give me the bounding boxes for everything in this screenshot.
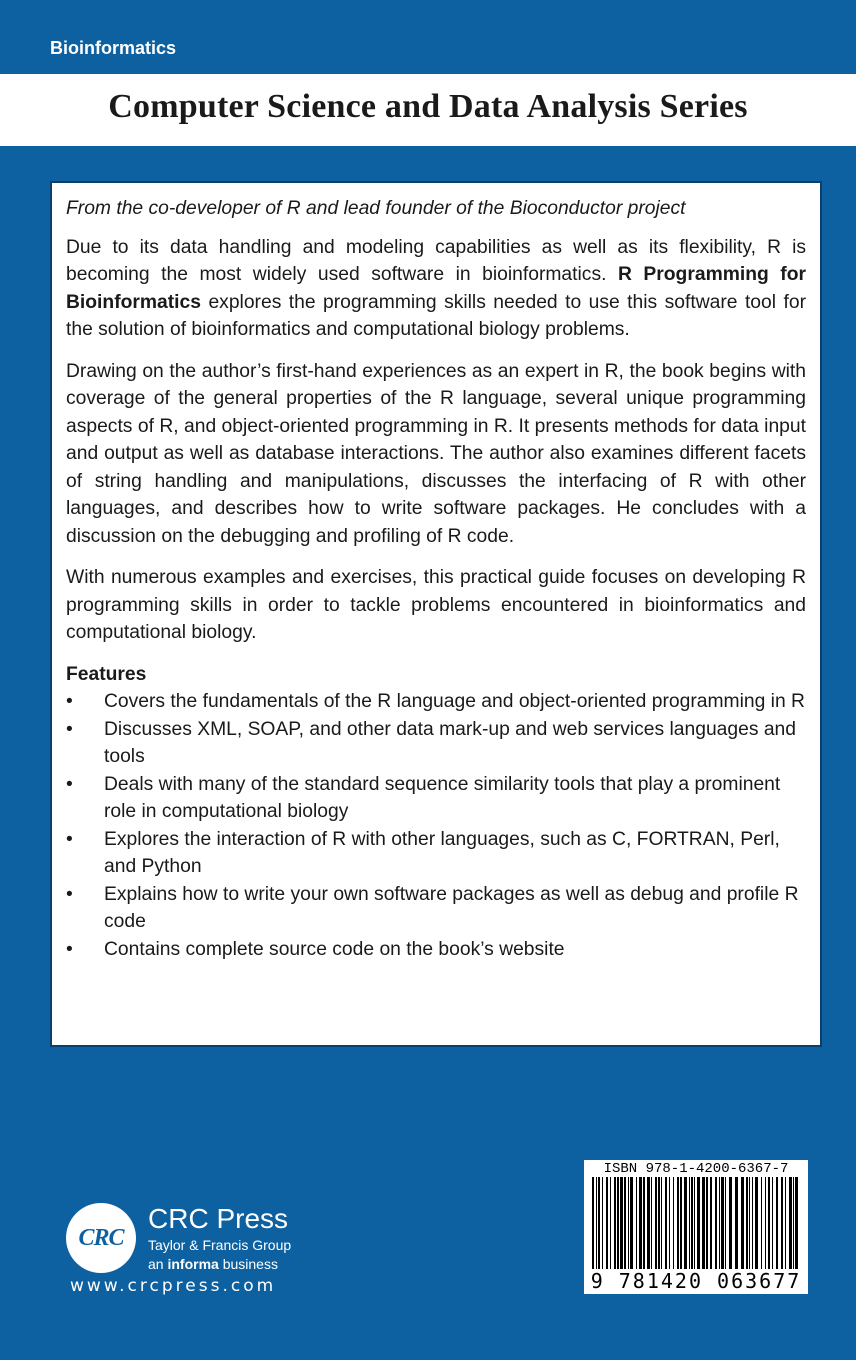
- publisher-name: CRC Press: [148, 1203, 289, 1234]
- barcode-bar: [691, 1177, 693, 1269]
- crc-logo-text: CRC: [78, 1224, 124, 1251]
- barcode-bar: [725, 1177, 726, 1269]
- publisher-url[interactable]: www.crcpress.com: [70, 1276, 277, 1296]
- bullet-icon: •: [66, 773, 73, 795]
- category-label: Bioinformatics: [50, 38, 177, 58]
- barcode-bar: [710, 1177, 712, 1269]
- barcode-bar: [680, 1177, 682, 1269]
- feature-item: [66, 881, 806, 936]
- barcode-bar: [630, 1177, 633, 1269]
- barcode-bar: [729, 1177, 732, 1269]
- feature-text: Covers the fundamentals of the R language and object-oriented programming in R: [104, 691, 805, 712]
- feature-text: Explains how to write your own software packages as well as debug and profile R code: [104, 883, 799, 932]
- barcode-bar: [719, 1177, 720, 1269]
- back-cover-blurb: [50, 181, 822, 1047]
- barcode-bar: [706, 1177, 708, 1269]
- tagline: From the co-developer of R and lead founder of the Bioconductor project: [66, 198, 686, 219]
- barcode-bar: [761, 1177, 762, 1269]
- barcode-bar: [741, 1177, 744, 1269]
- bullet-icon: •: [66, 828, 73, 850]
- blurb-paragraph-1: [66, 234, 806, 344]
- blurb-paragraph-2: Drawing on the author’s first-hand experiences as an expert in R, the book begins with coverage of the general properties of the R language, several unique programming aspects of R, and object-oriented programming in R. It presents methods for data input and output as well as database interactions. The author also examines different facets of string handling and manipulations, discusses the interfacing of R with other languages, and describes how to write software packages. He concludes with a discussion on the debugging and profiling of R code.: [66, 360, 806, 547]
- feature-text: Discusses XML, SOAP, and other data mark-up and web services languages and tools: [104, 718, 797, 767]
- feature-text: Contains complete source code on the book’s website: [104, 938, 565, 960]
- feature-item: [66, 936, 806, 964]
- barcode-bar: [721, 1177, 724, 1269]
- barcode-bar: [669, 1177, 670, 1269]
- barcode-bar: [677, 1177, 679, 1269]
- blurb-paragraph-3: With numerous examples and exercises, this practical guide focuses on developing R programming skills in order to tackle problems encountered in bioinformatics and computational biology.: [66, 567, 806, 643]
- feature-item: [66, 826, 806, 881]
- barcode-bar: [768, 1177, 770, 1269]
- barcode-bar: [694, 1177, 695, 1269]
- publisher-block: [66, 1203, 326, 1303]
- barcode-bar: [689, 1177, 690, 1269]
- barcode-digits: 9 781420 063677: [584, 1269, 808, 1293]
- barcode-bar: [772, 1177, 773, 1269]
- feature-item: [66, 771, 806, 826]
- bullet-icon: •: [66, 691, 73, 712]
- feature-text: Deals with many of the standard sequence similarity tools that play a prominent role in computational biology: [104, 773, 781, 822]
- barcode-bar: [639, 1177, 642, 1269]
- feature-item: [66, 688, 806, 716]
- barcode-bar: [781, 1177, 783, 1269]
- barcode-bar: [673, 1177, 674, 1269]
- p1-text-start: Due to its data handling and modeling capabilities as well as its flexibility, R is becoming the most widely used software in bioinformatics.: [66, 236, 806, 285]
- publisher-group: Taylor & Francis Group: [148, 1237, 292, 1253]
- business-suffix: business: [218, 1256, 278, 1272]
- barcode-bar: [789, 1177, 792, 1269]
- barcode-bar: [746, 1177, 748, 1269]
- features-heading: Features: [66, 663, 147, 685]
- barcode-bar: [776, 1177, 778, 1269]
- feature-text: Explores the interaction of R with other languages, such as C, FORTRAN, Perl, and Python: [104, 828, 780, 877]
- publisher-business: [148, 1256, 278, 1272]
- barcode-bar: [661, 1177, 662, 1269]
- book-title-bold: R Programming for Bioinformatics: [66, 264, 806, 313]
- barcode-bar: [793, 1177, 794, 1269]
- barcode-bar: [785, 1177, 786, 1269]
- series-title: Computer Science and Data Analysis Series: [108, 88, 748, 125]
- bullet-icon: •: [66, 938, 73, 960]
- barcode-bar: [647, 1177, 650, 1269]
- barcode-bar: [697, 1177, 700, 1269]
- business-bold: informa: [167, 1256, 219, 1272]
- barcode-bar: [684, 1177, 687, 1269]
- p1-text-end: explores the programming skills needed to use this software tool for the solution of bioinformatics and computational biology problems.: [66, 291, 806, 340]
- barcode-bar: [620, 1177, 623, 1269]
- barcode-bar: [715, 1177, 717, 1269]
- barcode-bar: [596, 1177, 597, 1269]
- bullet-icon: •: [66, 883, 73, 905]
- barcode-bar: [617, 1177, 619, 1269]
- barcode-bar: [628, 1177, 629, 1269]
- barcode-bar: [765, 1177, 766, 1269]
- barcode-bar: [665, 1177, 667, 1269]
- barcode-bar: [624, 1177, 626, 1269]
- barcode-bar: [655, 1177, 657, 1269]
- barcode-bar: [735, 1177, 738, 1269]
- barcode-bar: [752, 1177, 753, 1269]
- isbn-label: ISBN 978-1-4200-6367-7: [603, 1161, 789, 1177]
- barcode-bar: [606, 1177, 608, 1269]
- barcode-bar: [702, 1177, 705, 1269]
- barcode-bar: [602, 1177, 603, 1269]
- isbn-barcode: [584, 1160, 808, 1294]
- barcode-bars-icon: [590, 1177, 802, 1269]
- crc-logo-icon: [66, 1203, 136, 1273]
- barcode-bar: [658, 1177, 660, 1269]
- barcode-bar: [643, 1177, 645, 1269]
- barcode-bar: [651, 1177, 652, 1269]
- features-list: [66, 688, 806, 963]
- barcode-bar: [598, 1177, 600, 1269]
- barcode-bar: [755, 1177, 758, 1269]
- feature-item: [66, 716, 806, 771]
- bullet-icon: •: [66, 718, 73, 740]
- barcode-bar: [636, 1177, 637, 1269]
- barcode-bar: [614, 1177, 616, 1269]
- barcode-bar: [610, 1177, 611, 1269]
- barcode-bar: [749, 1177, 750, 1269]
- barcode-bar: [592, 1177, 594, 1269]
- barcode-bar: [795, 1177, 798, 1269]
- business-prefix: an: [148, 1256, 168, 1272]
